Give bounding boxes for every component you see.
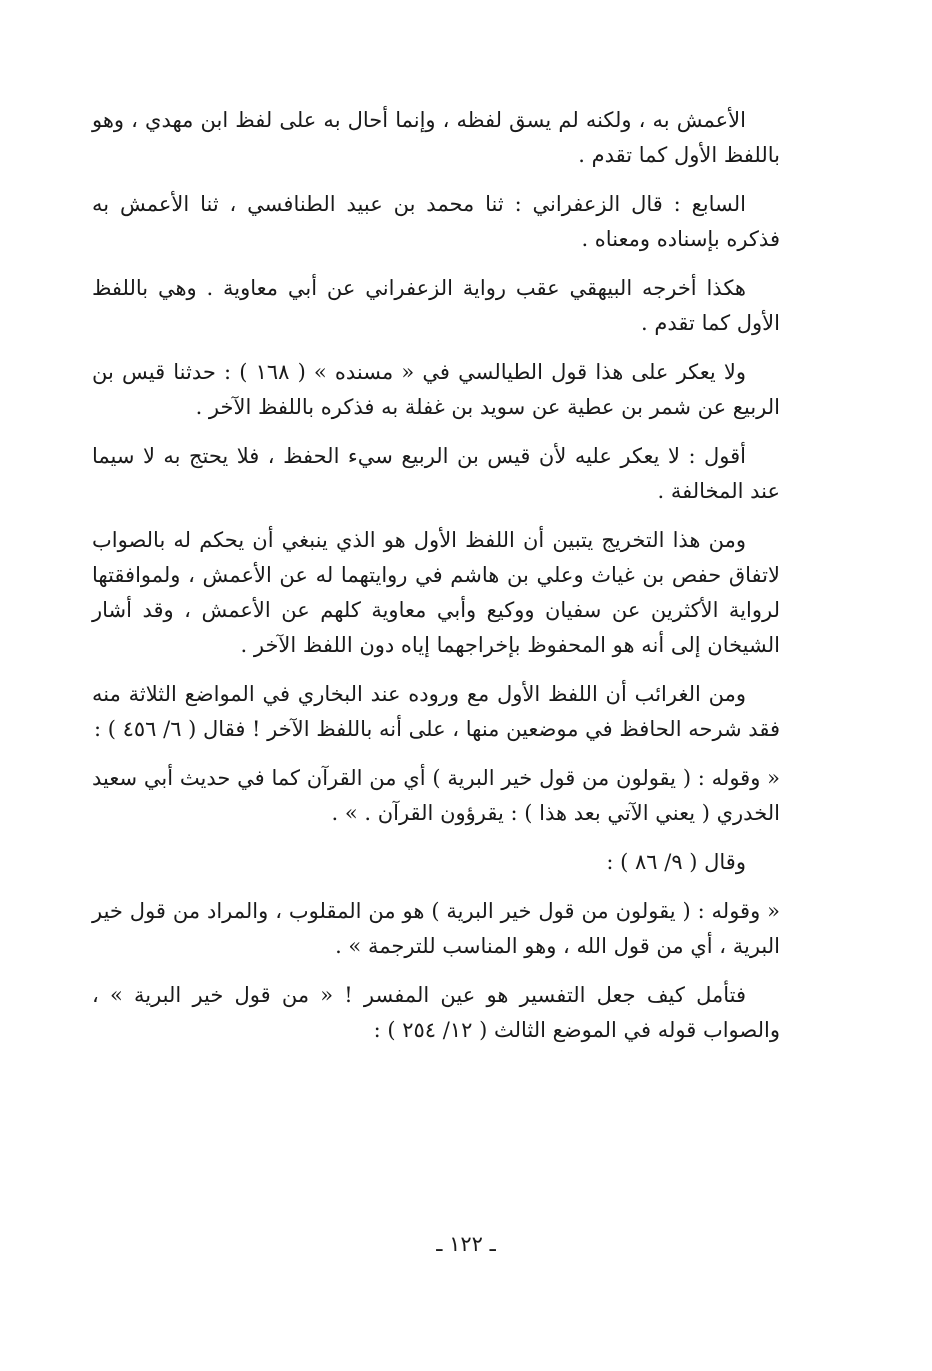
paragraph-3: هكذا أخرجه البيهقي عقب رواية الزعفراني عن أبي معاوية . وهي باللفظ الأول كما تقدم . bbox=[92, 276, 780, 335]
paragraph-8: وقال ( ٩/ ٨٦ ) : bbox=[606, 850, 746, 874]
paragraph-4: ولا يعكر على هذا قول الطيالسي في « مسنده » ( ١٦٨ ) : حدثنا قيس بن الربيع عن شمر بن عطية عن سويد بن غفلة به فذكره باللفظ الآخر . bbox=[92, 360, 780, 419]
paragraph-7: ومن الغرائب أن اللفظ الأول مع وروده عند البخاري في المواضع الثلاثة منه فقد شرحه الحافظ في موضعين منها ، على أنه باللفظ الآخر ! فقال ( ٦/ ٤٥٦ ) : bbox=[92, 682, 780, 741]
body-text bbox=[92, 103, 780, 1062]
paragraph-1: الأعمش به ، ولكنه لم يسق لفظه ، وإنما أحال به على لفظ ابن مهدي ، وهو باللفظ الأول كما تقدم . bbox=[92, 108, 780, 167]
paragraph-9: فتأمل كيف جعل التفسير هو عين المفسر ! « من قول خير البرية » ، والصواب قوله في الموضع الثالث ( ١٢/ ٢٥٤ ) : bbox=[92, 983, 780, 1042]
paragraph-5: أقول : لا يعكر عليه لأن قيس بن الربيع سيء الحفظ ، فلا يحتج به لا سيما عند المخالفة . bbox=[92, 444, 780, 503]
quote-1: « وقوله : ( يقولون من قول خير البرية ) أي من القرآن كما في حديث أبي سعيد الخدري ( يعني الآتي بعد هذا ) : يقرؤون القرآن . » . bbox=[92, 766, 780, 825]
paragraph-2: السابع : قال الزعفراني : ثنا محمد بن عبيد الطنافسي ، ثنا الأعمش به فذكره بإسناده ومعناه . bbox=[92, 192, 780, 251]
page-number: ـ ١٢٢ ـ bbox=[436, 1232, 496, 1256]
paragraph-6: ومن هذا التخريج يتبين أن اللفظ الأول هو الذي ينبغي أن يحكم له بالصواب لاتفاق حفص بن غياث وعلي بن هاشم في روايتهما له عن الأعمش ، ولموافقتها لرواية الأكثرين عن سفيان ووكيع وأبي معاوية كلهم عن الأعمش ، وقد أشار الشيخان إلى أنه هو المحفوظ بإخراجهما إياه دون اللفظ الآخر . bbox=[92, 528, 780, 657]
quote-2: « وقوله : ( يقولون من قول خير البرية ) هو من المقلوب ، والمراد من قول خير البرية ، أي من قول الله ، وهو المناسب للترجمة » . bbox=[92, 899, 780, 958]
